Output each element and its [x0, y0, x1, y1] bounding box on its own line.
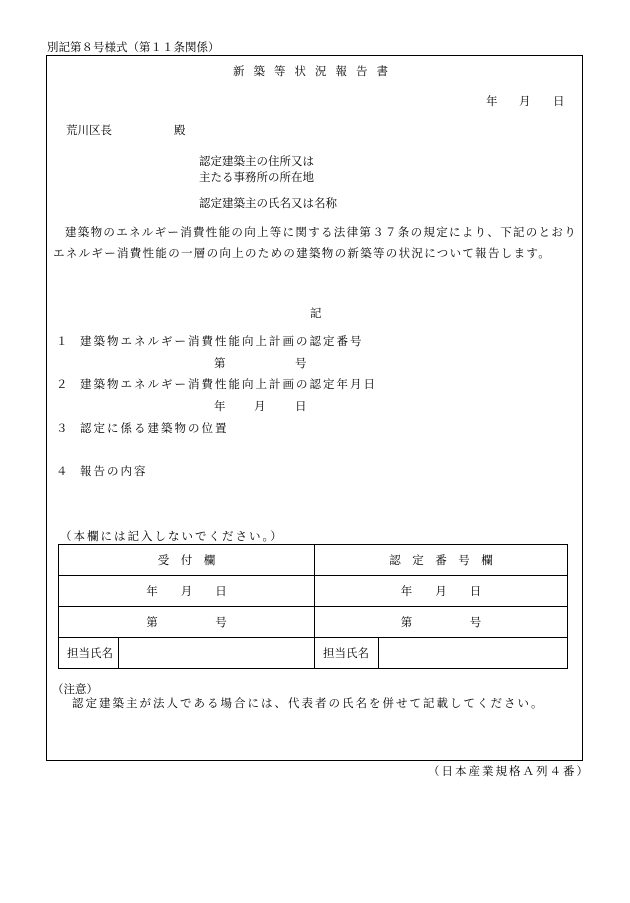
item2-year-label: 年	[214, 399, 226, 413]
item-number: ３	[56, 421, 68, 435]
item-number: ２	[56, 377, 68, 391]
reception-year-label: 年	[146, 584, 158, 598]
item-label: 報告の内容	[80, 464, 148, 478]
reception-day-label: 日	[215, 584, 227, 598]
certification-number-cell[interactable]	[315, 607, 568, 638]
date-year-label: 年	[486, 94, 498, 108]
reception-staff-label: 担当氏名	[59, 638, 119, 669]
addressee-name: 荒川区長	[66, 123, 112, 137]
reception-column-header: 受 付 欄	[59, 545, 315, 576]
item2-day-label: 日	[295, 399, 307, 413]
ki-heading: 記	[310, 306, 322, 320]
reception-dai-label: 第	[146, 615, 158, 629]
certification-dai-label: 第	[400, 615, 413, 629]
reception-date-cell[interactable]	[59, 576, 315, 607]
table-row	[59, 638, 568, 669]
item-number: １	[56, 334, 68, 348]
caution-heading: （注意）	[52, 682, 98, 696]
applicant-address-label-1: 認定建築主の住所又は	[199, 154, 314, 168]
certification-year-label: 年	[400, 584, 413, 598]
applicant-address-label-2: 主たる事務所の所在地	[199, 170, 314, 184]
reception-number-cell[interactable]	[59, 607, 315, 638]
item1-dai-label: 第	[214, 356, 226, 370]
reception-staff-field[interactable]	[119, 638, 315, 669]
date-month-label: 月	[519, 94, 531, 108]
certification-go-label: 号	[469, 615, 482, 629]
document-title: 新築等状況報告書	[233, 64, 397, 78]
form-header-reference: 別記第８号様式（第１１条関係）	[47, 40, 220, 54]
certification-month-label: 月	[435, 584, 447, 598]
report-body-text: 建築物のエネルギー消費性能の向上等に関する法律第３７条の規定により、下記のとおりエネルギー消費性能の一層の向上のための建築物の新築等の状況について報告します。	[53, 225, 577, 260]
table-row	[59, 576, 568, 607]
certification-date-cell[interactable]	[315, 576, 568, 607]
item-label: 建築物エネルギー消費性能向上計画の認定年月日	[80, 377, 377, 391]
addressee-honorific: 殿	[174, 123, 186, 137]
paper-size-standard-note: （日本産業規格Ａ列４番）	[428, 764, 590, 778]
item1-go-label: 号	[295, 356, 307, 370]
caution-text: 認定建築主が法人である場合には、代表者の氏名を併せて記載してください。	[72, 696, 545, 710]
table-row	[59, 545, 568, 576]
table-row	[59, 607, 568, 638]
item2-month-label: 月	[254, 399, 266, 413]
certification-staff-field[interactable]	[379, 638, 568, 669]
item-label: 建築物エネルギー消費性能向上計画の認定番号	[80, 334, 364, 348]
certification-staff-label: 担当氏名	[315, 638, 379, 669]
item-label: 認定に係る建築物の位置	[80, 421, 229, 435]
applicant-name-label: 認定建築主の氏名又は名称	[199, 196, 337, 210]
certification-number-column-header: 認 定 番 号 欄	[315, 545, 568, 576]
office-use-table	[58, 544, 568, 669]
office-use-note: （本欄には記入しないでください。）	[60, 529, 284, 543]
item-number: ４	[56, 464, 68, 478]
date-day-label: 日	[553, 94, 565, 108]
reception-month-label: 月	[180, 584, 193, 598]
reception-go-label: 号	[215, 615, 227, 629]
certification-day-label: 日	[469, 584, 482, 598]
